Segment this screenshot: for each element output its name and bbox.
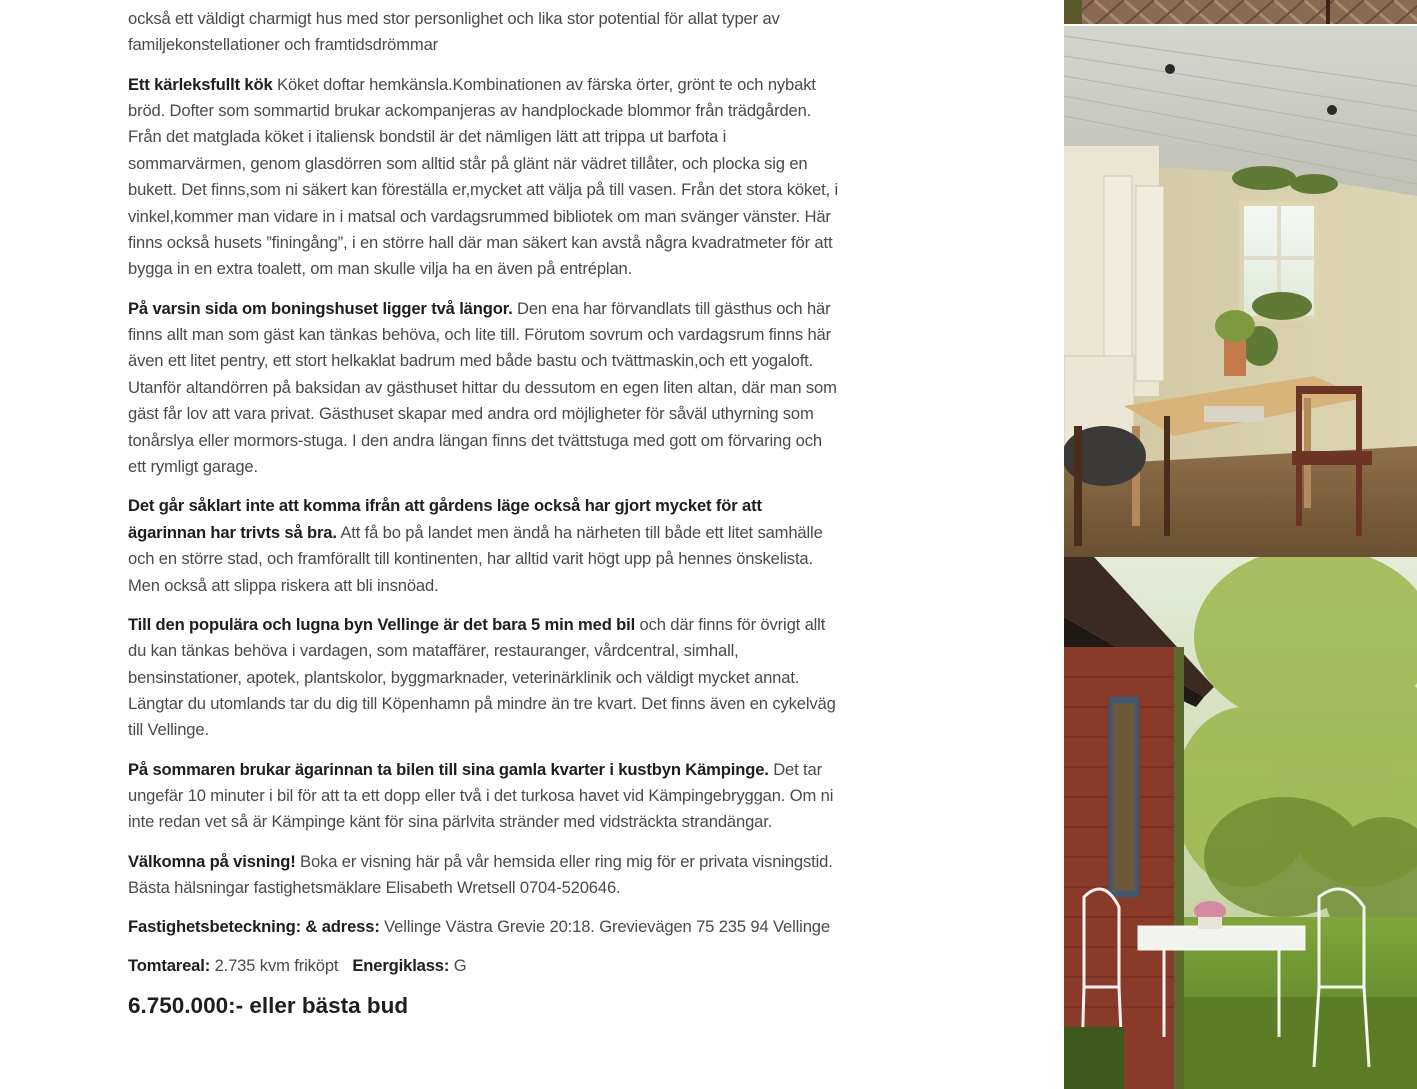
kitchen-text: Köket doftar hemkänsla.Kombinationen av färska örter, grönt te och nybakt bröd. Dofter som sommartid brukar ackompanjeras av handplockade blommor från trädgården. Från det matglada köket i italiensk bondstil är det nämligen lätt att trippa ut barfota i sommarvärmen, genom glasdörren som alltid står på glänt när vädret tillåter, och plocka sig en bukett. Det finns,som ni säkert kan föreställa er,mycket att välja på till vasen. Från det stora köket, i vinkel,kommer man vidare in i matsal och vardagsrummed bibliotek om man svänger vänster. Här finns också husets ”finingång”, i en större hall där man säkert kan avstå några kvadratmeter för att bygga in en extra toalett, om man skulle vilja ha en även på entréplan. xyxy=(128,74,839,279)
welcome-text-line-2: Bästa hälsningar fastighetsmäklare Elisabeth Wretsell 0704-520646. xyxy=(128,877,621,897)
welcome-text-line-1: Boka er visning här på vår hemsida eller ring mig för er privata visningstid. xyxy=(295,851,833,871)
village-text: och där finns för övrigt allt du kan tänkas behöva i vardagen, som mataffärer, restauranger, vårdcentral, simhall, bensinstationer, apotek, plantskolor, byggmarknader, veterinärklinik och väldigt mycket annat. Längtar du utomlands tar du dig till Köpenhamn på mindre än tre kvart. Det finns även en cykelväg till Vellinge. xyxy=(128,614,836,740)
location-text: Att få bo på landet men ändå ha närheten till både ett litet samhälle och en större stad, och framförallt till kontinenten, har alltid varit högt upp på hennes önskelista. Men också att slippa riskera att bli insnöad. xyxy=(128,522,823,595)
summer-text: Det tar ungefär 10 minuter i bil för att ta ett dopp eller två i det turkosa havet vid Kämpingebryggan. Om ni inte redan vet så är Kämpinge känt för sina pärlvita stränder med vidsträckta strandängar. xyxy=(128,759,834,832)
kitchen-dining-photo xyxy=(1064,26,1417,557)
listing-description xyxy=(128,6,840,1019)
wings-paragraph xyxy=(128,296,840,481)
plot-value: 2.735 kvm friköpt xyxy=(210,956,339,976)
wings-text: Den ena har förvandlats till gästhus och här finns allt man som gäst kan tänkas behöva, och lite till. Förutom sovrum och vardagsrum finns här även ett litet pentry, ett stort helkaklat badrum med både bastu och tvättmaskin,och ett yogaloft. Utanför altandörren på baksidan av gästhuset hittar du dessutom en egen liten altan, där man som gäst får lov att vara privat. Gästhuset skapar med andra ord möjligheter för såväl uthyrning som tonårslya eller mormors-stuga. I den andra längan finns det tvättstuga med gott om förvaring och ett rymligt garage. xyxy=(128,298,837,477)
village-paragraph xyxy=(128,612,840,744)
plot-label: Tomtareal: xyxy=(128,956,211,976)
property-facts xyxy=(128,953,840,979)
intro-paragraph xyxy=(128,6,840,59)
asking-price: 6.750.000:- eller bästa bud xyxy=(128,992,409,1018)
location-paragraph xyxy=(128,493,840,599)
welcome-heading: Välkomna på visning! xyxy=(128,851,296,871)
designation-label: Fastighetsbeteckning: & adress: xyxy=(128,917,380,937)
photo-column xyxy=(1064,0,1417,1089)
intro-text-line-2: familjekonstellationer och framtidsdrömmar xyxy=(128,35,439,55)
intro-text-line-1: också ett väldigt charmigt hus med stor personlighet och lika stor potential för allat typer av xyxy=(128,9,780,28)
kitchen-paragraph xyxy=(128,72,840,283)
energy-label: Energiklass: xyxy=(352,956,450,976)
kitchen-heading: Ett kärleksfullt kök xyxy=(128,74,273,94)
village-heading: Till den populära och lugna byn Vellinge är det bara 5 min med bil xyxy=(128,614,636,634)
location-heading: Det går såklart inte att komma ifrån att gårdens läge också har gjort mycket för att ägarinnan har trivts så bra. xyxy=(128,496,762,542)
energy-value: G xyxy=(449,956,467,976)
garden-patio-photo xyxy=(1064,557,1417,1089)
summer-paragraph xyxy=(128,757,840,836)
welcome-paragraph xyxy=(128,849,840,902)
floor-tile-photo xyxy=(1064,0,1417,26)
property-designation xyxy=(128,914,840,940)
wings-heading: På varsin sida om boningshuset ligger två längor. xyxy=(128,298,513,318)
designation-value: Vellinge Västra Grevie 20:18. Grevievägen 75 235 94 Vellinge xyxy=(379,917,830,937)
summer-heading: På sommaren brukar ägarinnan ta bilen till sina gamla kvarter i kustbyn Kämpinge. xyxy=(128,759,769,779)
